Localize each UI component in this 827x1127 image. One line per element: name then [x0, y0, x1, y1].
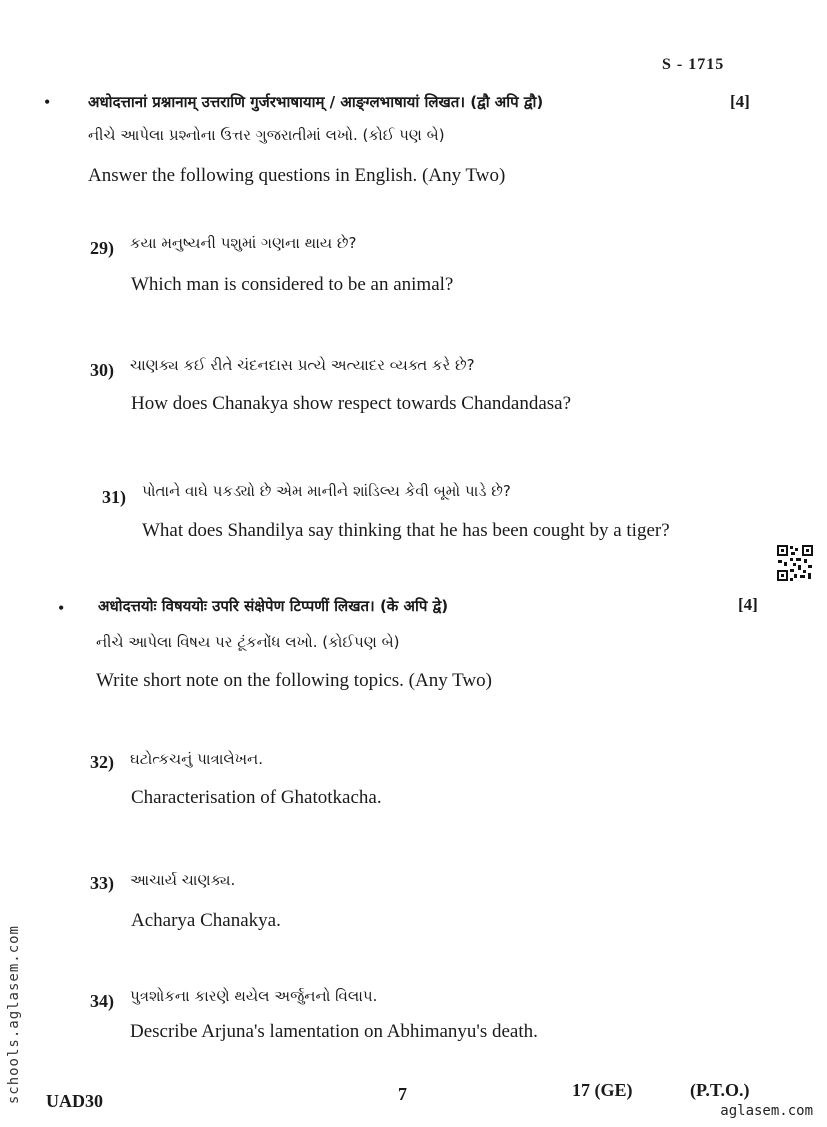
- question-gujarati: ઘટોત્કચનું પાત્રાલેખન.: [130, 750, 264, 768]
- section2-marks: [4]: [738, 595, 758, 614]
- section1-marks: [4]: [730, 92, 750, 111]
- paper-code: S - 1715: [662, 56, 725, 73]
- question-number: 33): [90, 873, 114, 893]
- section1-instruction-sanskrit: अधोदत्तानां प्रश्नानाम् उत्तराणि गुर्जरभाषायाम् / आङ्ग्लभाषायां लिखत। (द्वौ अपि द्वौ): [88, 93, 544, 111]
- question-gujarati: ચાણક્ય કઈ રીતે ચંદનદાસ પ્રત્યે અત્યાદર વ્યક્ત કરે છે?: [130, 356, 475, 374]
- question-number: 29): [90, 238, 114, 258]
- section1-instruction-gujarati: નીચે આપેલા પ્રશ્નોના ઉત્તર ગુજરાતીમાં લખો. (કોઈ પણ બે): [88, 126, 445, 144]
- qr-code-icon: [776, 544, 814, 582]
- section1-bullet: •: [44, 92, 51, 112]
- question-gujarati: કયા મનુષ્યની પશુમાં ગણના થાય છે?: [130, 234, 357, 252]
- watermark-right: aglasem.com: [720, 1103, 813, 1119]
- section2-instruction-gujarati: નીચે આપેલા વિષય પર ટૂંકનોંધ લખો. (કોઈપણ બે): [96, 633, 400, 651]
- question-english: Acharya Chanakya.: [131, 910, 281, 931]
- question-english: What does Shandilya say thinking that he has been cought by a tiger?: [142, 520, 670, 541]
- question-gujarati: પોતાને વાઘે પકડ્યો છે એમ માનીને શાંડિલ્ય કેવી બૂમો પાડે છે?: [142, 482, 511, 500]
- section2-bullet: •: [58, 598, 65, 618]
- footer-page-number: 7: [398, 1084, 407, 1104]
- question-english: Which man is considered to be an animal?: [131, 274, 454, 295]
- footer-code-left: UAD30: [46, 1091, 103, 1111]
- footer-pto: (P.T.O.): [690, 1080, 750, 1100]
- question-number: 30): [90, 360, 114, 380]
- question-number: 32): [90, 752, 114, 772]
- footer-code: 17 (GE): [572, 1080, 633, 1100]
- question-english: How does Chanakya show respect towards Chandandasa?: [131, 393, 572, 414]
- watermark-left: schools.aglasem.com: [6, 925, 22, 1105]
- question-english: Describe Arjuna's lamentation on Abhimanyu's death.: [130, 1021, 538, 1042]
- question-gujarati: આચાર્ય ચાણક્ય.: [130, 871, 236, 889]
- section1-instruction-english: Answer the following questions in English. (Any Two): [88, 165, 506, 186]
- section2-instruction-sanskrit: अधोदत्तयोः विषययोः उपरि संक्षेपेण टिप्पणीं लिखत। (के अपि द्वे): [98, 597, 449, 615]
- question-number: 34): [90, 991, 114, 1011]
- question-number: 31): [102, 487, 126, 507]
- question-english: Characterisation of Ghatotkacha.: [131, 787, 382, 808]
- section2-instruction-english: Write short note on the following topics. (Any Two): [96, 670, 492, 691]
- question-gujarati: પુત્રશોકના કારણે થયેલ અર્જુનનો વિલાપ.: [130, 987, 378, 1005]
